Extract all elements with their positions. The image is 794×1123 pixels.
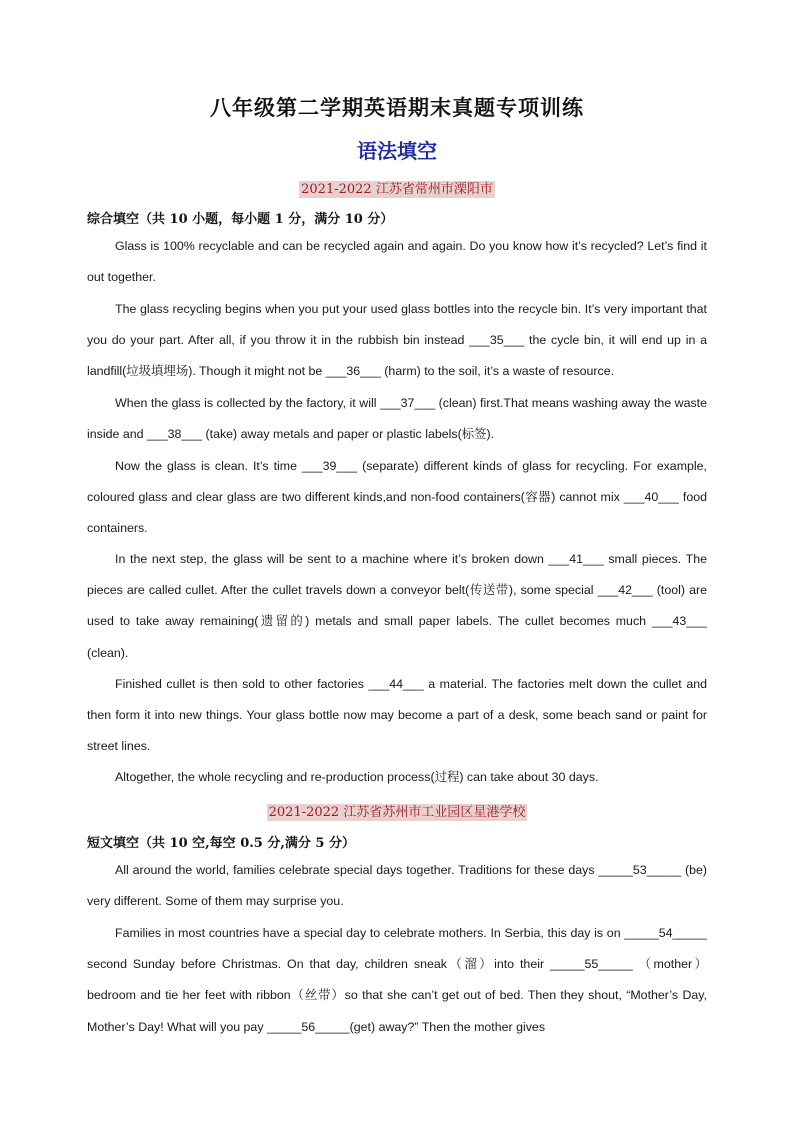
section-1-source-text: 2021-2022 江苏省常州市溧阳市 [301, 182, 493, 197]
paragraph: In the next step, the glass will be sent to a machine where it’s broken down ___41___ small pieces. The pieces are called cullet. After the cullet travels down a conveyor belt(传送带), some special ___42___ (tool) are used to take away remaining(遗留的) metals and small paper labels. The cullet becomes much ___43___ (clean). [87, 552, 707, 660]
paragraph: Now the glass is clean. It’s time ___39___ (separate) different kinds of glass for recycling. For example, coloured glass and clear glass are two different kinds,and non-food containers(容器) cannot mix ___40___ food containers. [87, 459, 707, 536]
paragraph: Families in most countries have a special day to celebrate mothers. In Serbia, this day is on _____54_____ second Sunday before Christmas. On that day, children sneak（溜）into their _____55_____ （mother）bedroom and tie her feet with ribbon（丝带）so that she can’t get out of bed. Then they shout, “Mother’s Day, Mother’s Day! What will you pay _____56_____(get) away?” Then the mother gives [87, 926, 707, 1034]
paragraph: Finished cullet is then sold to other factories ___44___ a material. The factories melt down the cullet and then form it into new things. Your glass bottle now may become a part of a desk, some beach sand or paint for street lines. [87, 677, 707, 754]
section-1-heading: 综合填空（共 10 小题，每小题 1 分，满分 10 分） [87, 212, 394, 227]
paragraph: When the glass is collected by the factory, it will ___37___ (clean) first.That means washing away the waste inside and ___38___ (take) away metals and paper or plastic labels(标签). [87, 396, 707, 442]
paragraph: All around the world, families celebrate special days together. Traditions for these days _____53_____ (be) very different. Some of them may surprise you. [87, 863, 707, 909]
page-title: 八年级第二学期英语期末真题专项训练 [210, 95, 584, 120]
paragraph: The glass recycling begins when you put your used glass bottles into the recycle bin. It’s very important that you do your part. After all, if you throw it in the rubbish bin instead ___35___ the cycle bin, it will end up in a landfill(垃圾填埋场). Though it might not be ___36___ (harm) to the soil, it’s a waste of resource. [87, 302, 707, 379]
paragraph: Glass is 100% recyclable and can be recycled again and again. Do you know how it’s recycled? Let’s find it out together. [87, 239, 707, 285]
section-2-source-text: 2021-2022 江苏省苏州市工业园区星港学校 [268, 805, 526, 820]
paragraph: Altogether, the whole recycling and re-production process(过程) can take about 30 days. [115, 770, 599, 784]
section-1-source [0, 178, 794, 197]
section-2-heading: 短文填空（共 10 空,每空 0.5 分,满分 5 分） [87, 836, 355, 851]
section-2-source [0, 801, 794, 820]
page-subtitle: 语法填空 [357, 139, 437, 163]
